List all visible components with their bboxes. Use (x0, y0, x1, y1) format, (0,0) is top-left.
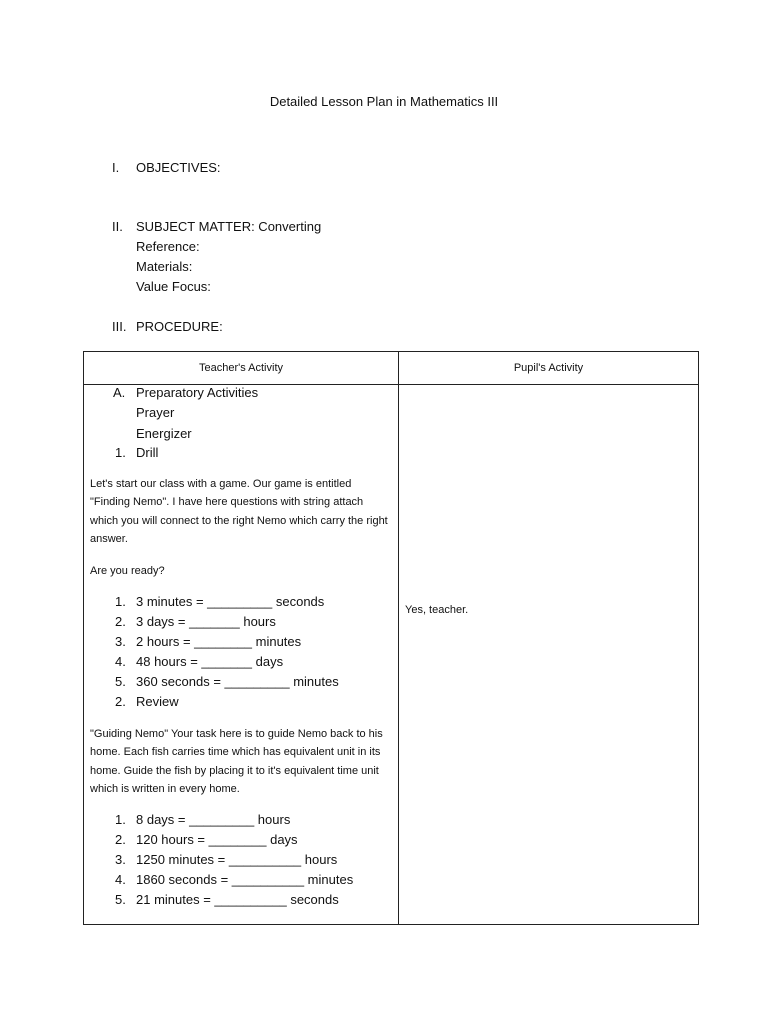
ready-question: Are you ready? (90, 565, 165, 577)
review-item-number: 3. (115, 852, 126, 867)
section-heading: OBJECTIVES: (136, 160, 221, 175)
section-number: III. (112, 319, 127, 334)
prep-title: Preparatory Activities (136, 385, 259, 400)
drill-item-number: 1. (115, 594, 126, 609)
materials-label: Materials: (136, 259, 193, 274)
review-number: 2. (115, 694, 126, 709)
teacher-activity-cell (84, 385, 399, 925)
drill-item-number: 3. (115, 634, 126, 649)
document-title: Detailed Lesson Plan in Mathematics III (269, 94, 499, 109)
pupil-activity-cell (399, 385, 699, 925)
drill-intro-paragraph: Let's start our class with a game. Our game is entitled "Finding Nemo". I have here questions with string attach which you will connect to the right Nemo which carry the right answer. (90, 478, 388, 546)
review-item-number: 1. (115, 812, 126, 827)
drill-item: 3 days = _______ hours (136, 614, 276, 629)
drill-item: 48 hours = _______ days (136, 654, 284, 669)
drill-item-number: 5. (115, 674, 126, 689)
review-item: 120 hours = ________ days (136, 832, 298, 847)
drill-item: 360 seconds = _________ minutes (136, 674, 339, 689)
teacher-activity-header: Teacher's Activity (84, 352, 399, 385)
review-item-number: 2. (115, 832, 126, 847)
review-item-number: 5. (115, 892, 126, 907)
review-label: Review (136, 694, 179, 709)
prep-item-prayer: Prayer (136, 405, 175, 420)
drill-item-number: 4. (115, 654, 126, 669)
review-guide-paragraph: "Guiding Nemo" Your task here is to guide Nemo back to his home. Each fish carries time which has equivalent unit in its home. Guide the fish by placing it to it's equivalent time unit which is written in every home. (90, 728, 383, 796)
section-heading: SUBJECT MATTER: Converting (136, 219, 322, 234)
review-item: 21 minutes = __________ seconds (136, 892, 339, 907)
drill-label: Drill (136, 445, 159, 460)
review-item: 8 days = _________ hours (136, 812, 291, 827)
drill-item: 3 minutes = _________ seconds (136, 594, 325, 609)
review-item: 1860 seconds = __________ minutes (136, 872, 354, 887)
section-number: II. (112, 219, 123, 234)
drill-item-number: 2. (115, 614, 126, 629)
drill-number: 1. (115, 445, 126, 460)
pupil-activity-header: Pupil's Activity (399, 352, 699, 385)
prep-item-energizer: Energizer (136, 426, 192, 441)
pupil-response: Yes, teacher. (405, 604, 469, 616)
prep-letter: A. (113, 385, 126, 400)
review-item-number: 4. (115, 872, 126, 887)
section-heading: PROCEDURE: (136, 319, 223, 334)
drill-item: 2 hours = ________ minutes (136, 634, 302, 649)
reference-label: Reference: (136, 239, 200, 254)
value-focus-label: Value Focus: (136, 279, 211, 294)
review-item: 1250 minutes = __________ hours (136, 852, 338, 867)
procedure-table (83, 351, 699, 925)
section-number: I. (112, 160, 120, 175)
